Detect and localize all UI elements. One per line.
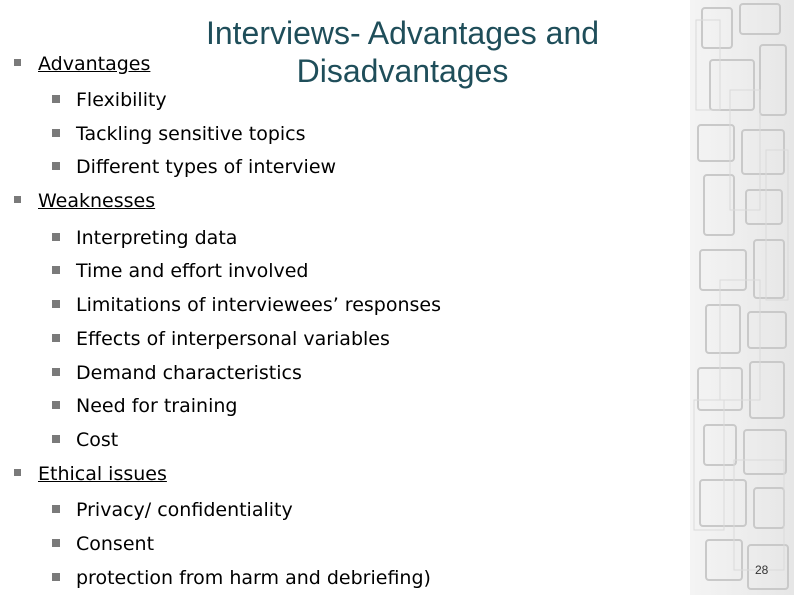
- list-item: Privacy/ confidentiality: [52, 499, 293, 521]
- bullet-square-icon: [52, 401, 60, 409]
- bullet-square-icon: [52, 233, 60, 241]
- section-heading-weaknesses: Weaknesses: [14, 190, 155, 212]
- section-heading-ethical-issues: Ethical issues: [14, 463, 167, 485]
- bullet-square-icon: [52, 95, 60, 103]
- bullet-square-icon: [52, 435, 60, 443]
- bullet-square-icon: [52, 505, 60, 513]
- list-item: Different types of interview: [52, 156, 336, 178]
- bullet-square-icon: [52, 162, 60, 170]
- bullet-square-icon: [14, 59, 21, 66]
- bullet-square-icon: [52, 266, 60, 274]
- bullet-square-icon: [52, 129, 60, 137]
- bullet-square-icon: [52, 573, 60, 581]
- decorative-side-panel: [690, 0, 794, 595]
- slide-title: Interviews- Advantages and Disadvantages: [205, 15, 600, 89]
- list-item: Need for training: [52, 395, 237, 417]
- list-item: Cost: [52, 429, 118, 451]
- list-item: Consent: [52, 533, 154, 555]
- list-item: Flexibility: [52, 89, 167, 111]
- list-item: Demand characteristics: [52, 362, 302, 384]
- list-item: Effects of interpersonal variables: [52, 328, 390, 350]
- page-number: 28: [755, 563, 769, 577]
- bullet-square-icon: [14, 469, 21, 476]
- list-item: Limitations of interviewees’ responses: [52, 294, 441, 316]
- decorative-pattern: [690, 0, 794, 595]
- bullet-square-icon: [52, 334, 60, 342]
- list-item: Time and effort involved: [52, 260, 309, 282]
- list-item: Tackling sensitive topics: [52, 123, 306, 145]
- section-heading-advantages: Advantages: [14, 53, 150, 75]
- bullet-square-icon: [52, 300, 60, 308]
- list-item: Interpreting data: [52, 227, 237, 249]
- bullet-square-icon: [14, 196, 21, 203]
- list-item: protection from harm and debriefing): [52, 567, 431, 589]
- bullet-square-icon: [52, 368, 60, 376]
- bullet-square-icon: [52, 539, 60, 547]
